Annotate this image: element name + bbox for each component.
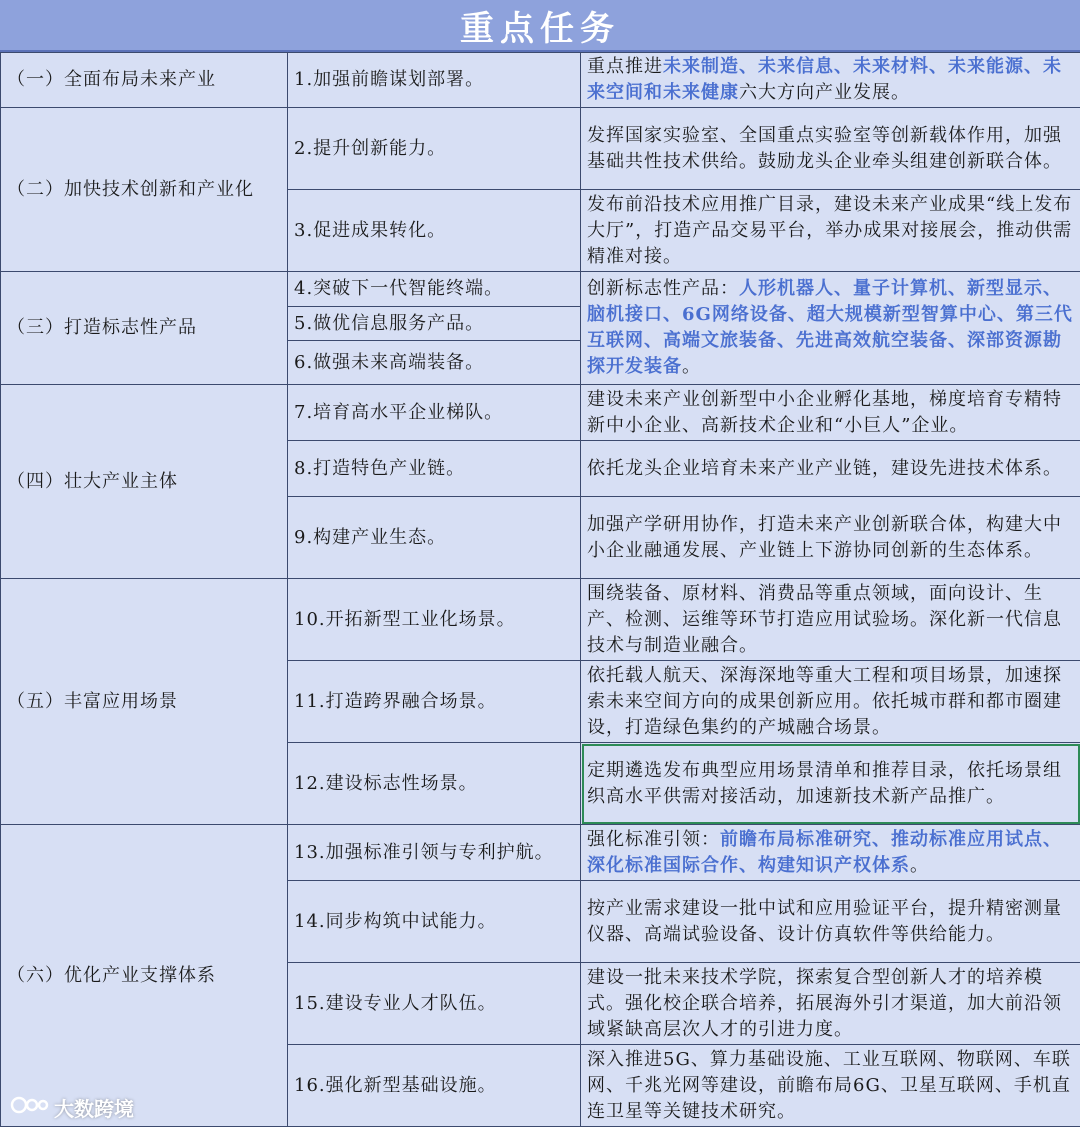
task-cell: 10.开拓新型工业化场景。: [288, 579, 581, 661]
task-cell: 14.同步构筑中试能力。: [288, 881, 581, 963]
watermark: [10, 1093, 134, 1122]
task-cell: 11.打造跨界融合场景。: [288, 661, 581, 743]
task-cell: 16.强化新型基础设施。: [288, 1045, 581, 1127]
highlight-text: 前瞻布局标准研究、推动标准应用试点、深化标准国际合作、构建知识产权体系: [587, 828, 1062, 876]
task-cell: 1.加强前瞻谋划部署。: [288, 53, 581, 108]
task-cell: 7.培育高水平企业梯队。: [288, 385, 581, 441]
description-cell: 发布前沿技术应用推广目录，建设未来产业成果“线上发布大厅”，打造产品交易平台，举办成果对接展会，推动供需精准对接。: [581, 190, 1080, 272]
table-row: [1, 272, 1080, 307]
task-cell: 12.建设标志性场景。: [288, 743, 581, 825]
description-cell: 建设一批未来技术学院，探索复合型创新人才的培养模式。强化校企联合培养，拓展海外引才渠道，加大前沿领域紧缺高层次人才的引进力度。: [581, 963, 1080, 1045]
task-cell: 4.突破下一代智能终端。: [288, 272, 581, 307]
task-cell: 15.建设专业人才队伍。: [288, 963, 581, 1045]
category-cell: （二）加快技术创新和产业化: [1, 108, 288, 272]
desc-text: 。: [910, 854, 929, 876]
highlight-text: 人形机器人、量子计算机、新型显示、脑机接口、6G网络设备、超大规模新型智算中心、第三代互联网、高端文旅装备、先进高效航空装备、深部资源勘探开发装备: [587, 278, 1073, 377]
description-cell: 加强产学研用协作，打造未来产业创新联合体，构建大中小企业融通发展、产业链上下游协同创新的生态体系。: [581, 497, 1080, 579]
category-cell: （四）壮大产业主体: [1, 385, 288, 579]
task-cell: 9.构建产业生态。: [288, 497, 581, 579]
category-cell: （三）打造标志性产品: [1, 272, 288, 385]
description-cell: 深入推进5G、算力基础设施、工业互联网、物联网、车联网、千兆光网等建设，前瞻布局6G、卫星互联网、手机直连卫星等关键技术研究。: [581, 1045, 1080, 1127]
table-row: [1, 579, 1080, 661]
desc-text: 强化标准引领：: [587, 828, 720, 850]
description-cell: [581, 53, 1080, 108]
description-cell-selected: 定期遴选发布典型应用场景清单和推荐目录，依托场景组织高水平供需对接活动，加速新技术新产品推广。: [581, 743, 1080, 825]
table-row: [1, 108, 1080, 190]
task-cell: 13.加强标准引领与专利护航。: [288, 825, 581, 881]
task-cell: 8.打造特色产业链。: [288, 441, 581, 497]
task-cell: 5.做优信息服务产品。: [288, 307, 581, 341]
logo-icon: [10, 1094, 50, 1121]
description-cell: 依托龙头企业培育未来产业产业链，建设先进技术体系。: [581, 441, 1080, 497]
description-cell: 建设未来产业创新型中小企业孵化基地，梯度培育专精特新中小企业、高新技术企业和“小巨人”企业。: [581, 385, 1080, 441]
table-row: [1, 53, 1080, 108]
category-cell: （五）丰富应用场景: [1, 579, 288, 825]
watermark-text: 大数跨境: [54, 1097, 134, 1121]
category-cell: （一）全面布局未来产业: [1, 53, 288, 108]
description-cell: [581, 272, 1080, 385]
task-cell: 6.做强未来高端装备。: [288, 341, 581, 385]
category-cell: （六）优化产业支撑体系: [1, 825, 288, 1127]
page-title: 重点任务: [0, 0, 1080, 52]
description-cell: 发挥国家实验室、全国重点实验室等创新载体作用，加强基础共性技术供给。鼓励龙头企业牵头组建创新联合体。: [581, 108, 1080, 190]
desc-text: 六大方向产业发展。: [739, 82, 910, 103]
description-cell: [581, 825, 1080, 881]
highlight-text: 未来制造、未来信息、未来材料、未来能源、未来空间和未来健康: [587, 56, 1062, 103]
description-cell: 依托载人航天、深海深地等重大工程和项目场景，加速探索未来空间方向的成果创新应用。依托城市群和都市圈建设，打造绿色集约的产城融合场景。: [581, 661, 1080, 743]
desc-text: 重点推进: [587, 56, 663, 77]
table-row: [1, 825, 1080, 881]
desc-text: 。: [682, 356, 701, 377]
table-row: [1, 385, 1080, 441]
task-table: [0, 52, 1080, 1127]
task-cell: 3.促进成果转化。: [288, 190, 581, 272]
description-cell: 围绕装备、原材料、消费品等重点领域，面向设计、生产、检测、运维等环节打造应用试验场。深化新一代信息技术与制造业融合。: [581, 579, 1080, 661]
desc-text: 创新标志性产品：: [587, 278, 739, 299]
task-cell: 2.提升创新能力。: [288, 108, 581, 190]
description-cell: 按产业需求建设一批中试和应用验证平台，提升精密测量仪器、高端试验设备、设计仿真软件等供给能力。: [581, 881, 1080, 963]
